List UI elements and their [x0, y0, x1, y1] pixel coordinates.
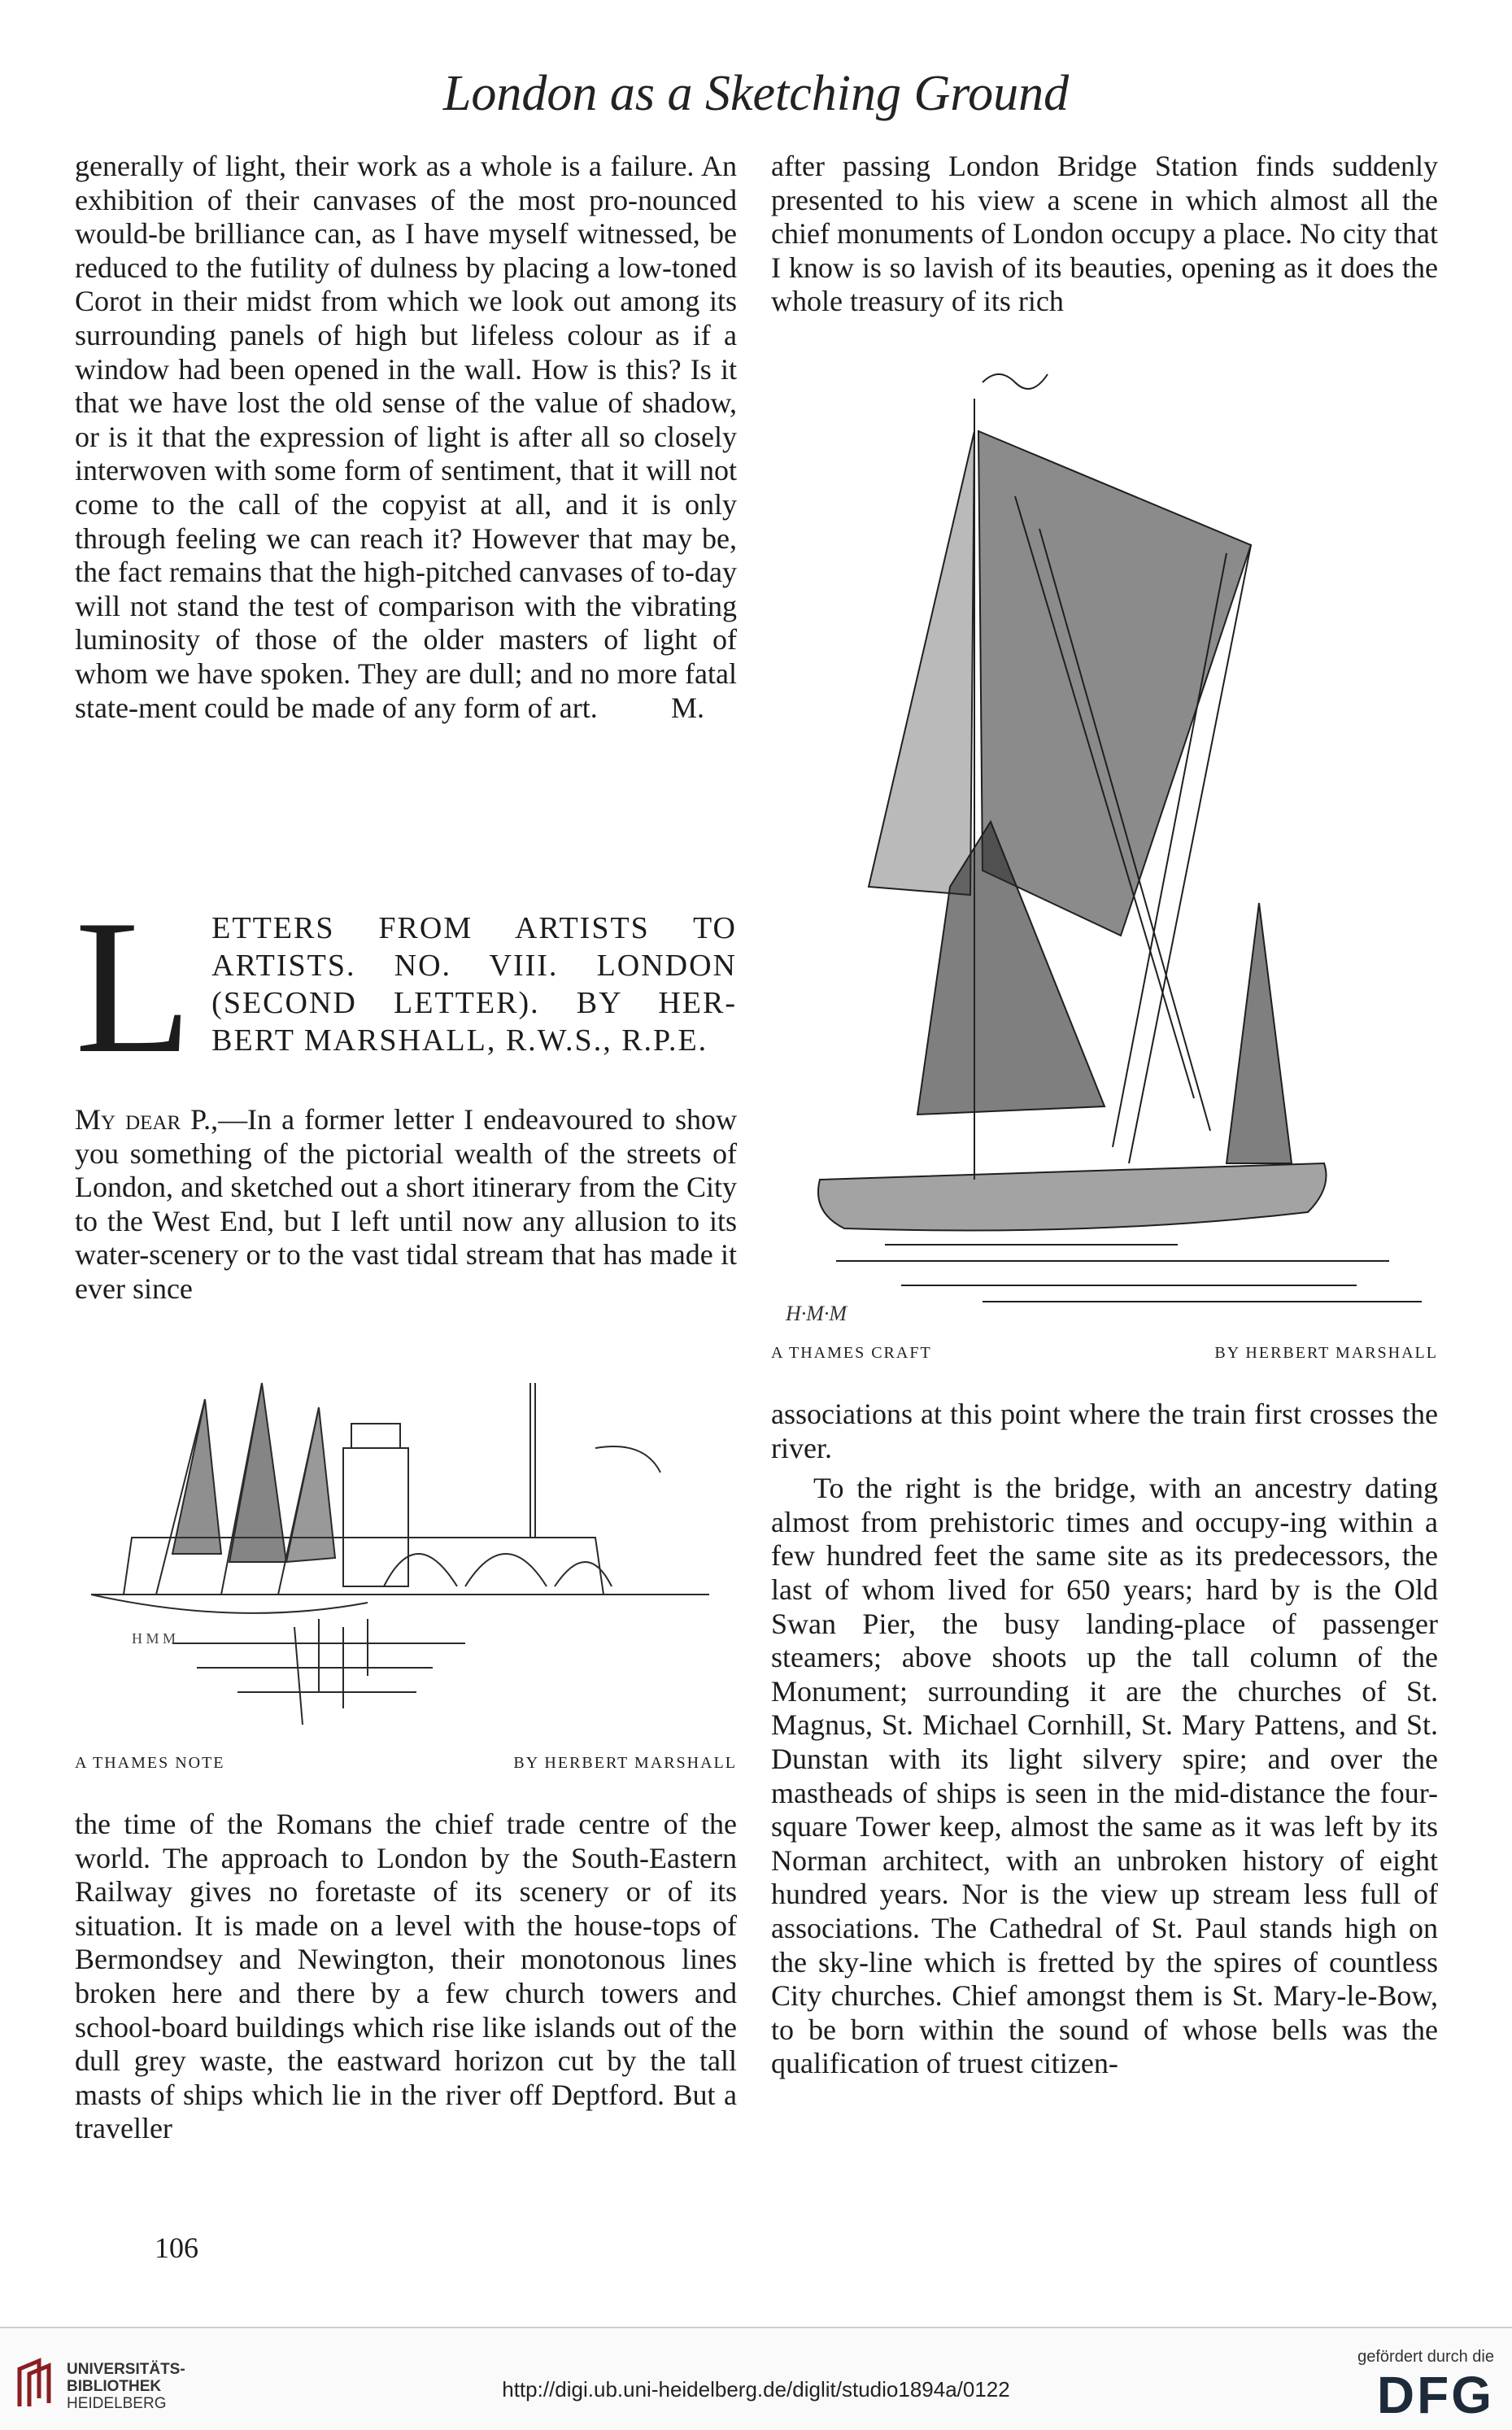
- caption-credit: BY HERBERT MARSHALL: [513, 1754, 737, 1772]
- left-column-letter: [75, 1103, 737, 1307]
- left-column-intro: [75, 150, 737, 725]
- paragraph: To the right is the bridge, with an ancestry dating almost from prehistoric times and occupy-ing within a few hundred feet the same site as its predecessors, the last of whom lived for 650 years; hard by is the Old Swan Pier, the busy landing-place of passenger steamers; above shoots up the tall column of the Monument; surrounding it are the churches of St. Magnus, St. Michael Cornhill, St. Mary Pattens, and St. Dunstan with its light silvery spire; and over the mastheads of ships is seen in the mid-distance the four-square Tower keep, almost the same as it was left by its Norman architect, with an unbroken history of eight hundred years. Nor is the view up stream less full of associations. The Cathedral of St. Paul stands high on the sky-line which is fretted by the spires of countless City churches. Chief amongst them is St. Mary-le-Bow, to be born within the sound of whose bells was the qualification of truest citizen-: [771, 1472, 1438, 2080]
- artist-monogram: H·M·M: [786, 1302, 848, 1325]
- salutation: My dear P.,: [75, 1103, 219, 1136]
- paragraph: generally of light, their work as a whole is a failure. An exhibition of their canvases of the most pro-nounced would-be brilliance can, as I have myself witnessed, be reduced to the futility of dulness by placing a low-toned Corot in their midst from which we look out among its surrounding panels of high but lifeless colour as if a window had been opened in the wall. How is this? Is it that we have lost the old sense of the value of shadow, or is it that the expression of light is after all so closely interwoven with some form of sentiment, that it will not come to the call of the copyist at all, and it is only through feeling we can reach it? However that may be, the fact remains that the high-pitched canvases of to-day will not stand the test of comparison with the vibrating luminosity of those of the older masters of light of whom we have spoken. They are dull; and no more fatal state-ment could be made of any form of art.: [75, 150, 737, 724]
- article-signature: M.: [670, 691, 704, 724]
- article-heading: [75, 881, 737, 1093]
- digitization-footer: [0, 2327, 1512, 2430]
- funded-by-label: gefördert durch die: [1357, 2348, 1494, 2366]
- drop-cap: L: [75, 881, 194, 1093]
- caption-title: A THAMES CRAFT: [771, 1344, 932, 1362]
- library-name: UNIVERSITÄTS- BIBLIOTHEK HEIDELBERG: [67, 2361, 185, 2412]
- artist-monogram: H M M: [132, 1630, 176, 1647]
- paragraph: after passing London Bridge Station finds suddenly presented to his view a scene in which almost all the chief monuments of London occupy a place. No city that I know is so lavish of its beauties, opening as it does the whole treasury of its rich: [771, 150, 1438, 318]
- running-header: London as a Sketching Ground: [442, 66, 1070, 121]
- source-url-link[interactable]: http://digi.ub.uni-heidelberg.de/diglit/studio1894a/0122: [502, 2377, 1010, 2402]
- right-column-intro: [771, 150, 1438, 319]
- thames-craft-illustration: [771, 366, 1438, 1326]
- thames-craft-caption: [771, 1344, 1438, 1363]
- caption-credit: BY HERBERT MARSHALL: [1214, 1344, 1438, 1362]
- page-number: 106: [155, 2231, 198, 2264]
- paragraph: —In a former letter I endeavoured to show you something of the pictorial wealth of the streets of London, and sketched out a short itinerary from the City to the West End, but I left until now any allusion to its water-scenery or to the vast tidal stream that has made it ever since: [75, 1103, 737, 1305]
- caption-title: A THAMES NOTE: [75, 1754, 225, 1772]
- left-column-continuation: [75, 1808, 737, 2146]
- heading-text: ETTERS FROM ARTISTS TO ARTISTS. NO. VIII. LONDON (SECOND LETTER). BY HER-BERT MARSHALL, R.W.S., R.P.E.: [211, 911, 737, 1058]
- paragraph: the time of the Romans the chief trade centre of the world. The approach to London by the South-Eastern Railway gives no foretaste of its scenery or of its situation. It is made on a level with the house-tops of Bermondsey and Newington, their monotonous lines broken here and there by a few church towers and school-board buildings which rise like islands out of the dull grey waste, the eastward horizon cut by the tall masts of ships which lie in the river off Deptford. But a traveller: [75, 1808, 737, 2145]
- thames-note-caption: [75, 1754, 737, 1773]
- dfg-logo: DFG: [1376, 2366, 1494, 2424]
- right-column-body: [771, 1398, 1438, 2081]
- paragraph: associations at this point where the train first crosses the river.: [771, 1398, 1438, 1464]
- thames-note-illustration: [75, 1350, 737, 1741]
